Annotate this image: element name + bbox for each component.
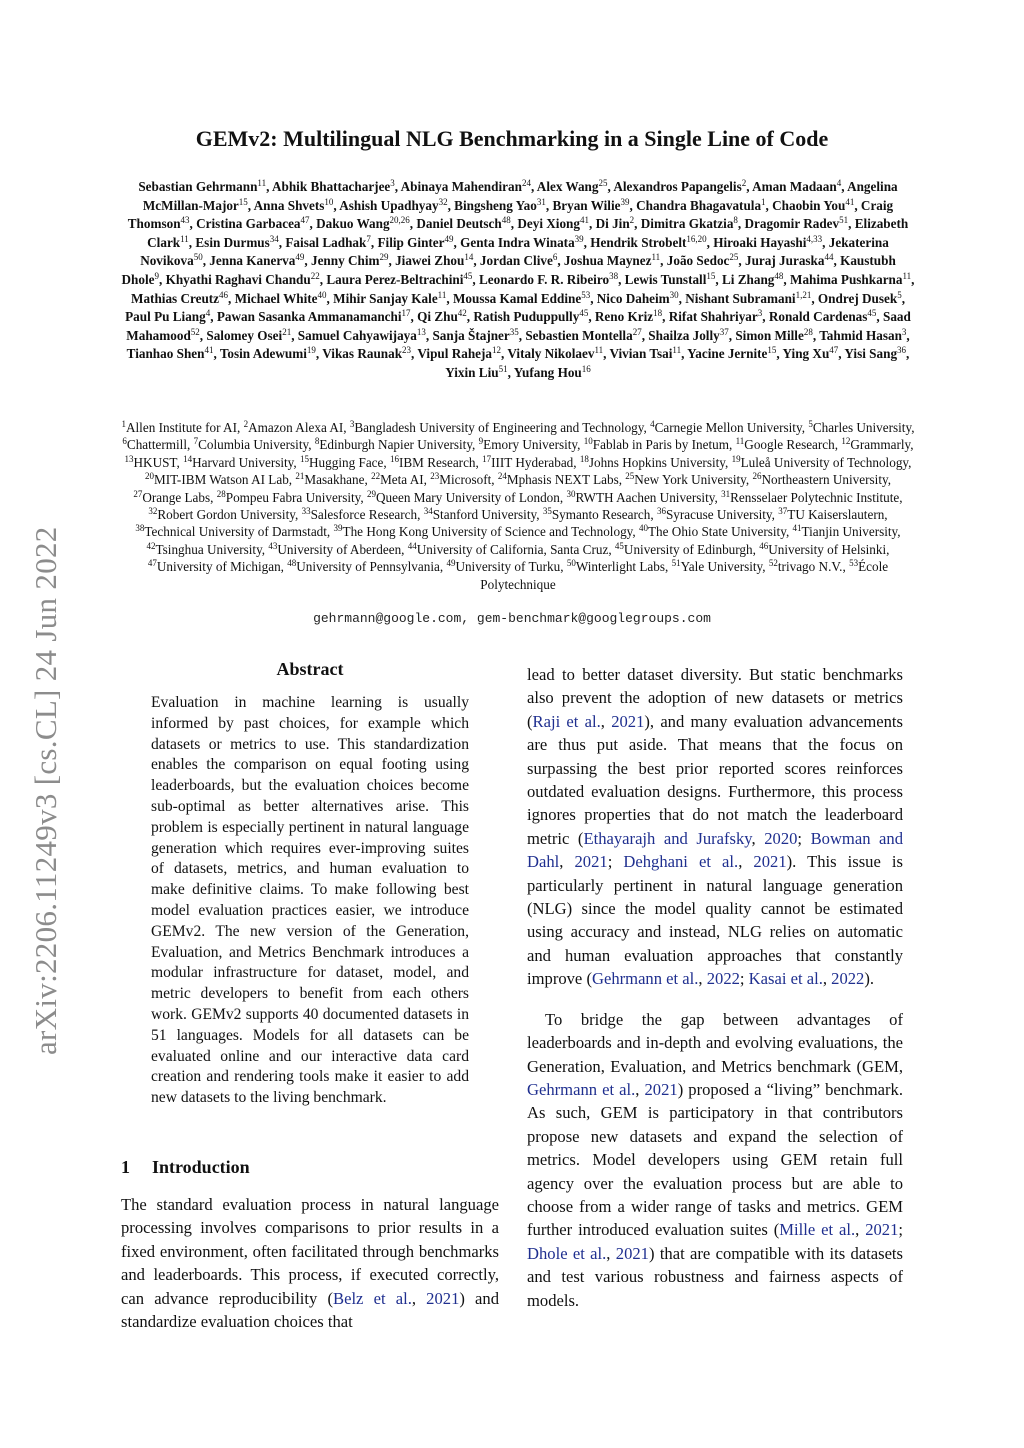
introduction-paragraph-1: The standard evaluation process in natural language processing involves comparisons to prior results in a fixed environment, often facilitated through benchmarks and leaderboards. This process, if executed correctly, can advance reproducibility (Belz et al., 2021) and standardize evaluation choices that bbox=[121, 1195, 500, 1332]
section-heading-introduction bbox=[121, 1157, 250, 1178]
arxiv-identifier: arXiv:2206.11249v3 [cs.CL] 24 Jun 2022 bbox=[28, 526, 63, 1055]
paper-title: GEMv2: Multilingual NLG Benchmarking in a Single Line of Code bbox=[195, 126, 829, 151]
introduction-paragraph-1-continued: lead to better dataset diversity. But static benchmarks also prevent the adoption of new datasets or metrics (Raji et al., 2021), and many evaluation advancements are thus put aside. That means that the focus on surpassing the best prior reported scores reinforces outdated evaluation designs. Furthermore, this process ignores properties that do not match the leaderboard metric (Ethayarajh and Jurafsky, 2020; Bowman and Dahl, 2021; Dehghani et al., 2021). This issue is particularly pertinent in natural language generation (NLG) since the model quality cannot be estimated using accuracy and instead, NLG relies on automatic and human evaluation approaches that constantly improve (Gehrmann et al., 2022; Kasai et al., 2022). bbox=[527, 665, 903, 989]
introduction-paragraph-2: To bridge the gap between advantages of leaderboards and in-depth and evolving evaluations, the Generation, Evaluation, and Metrics benchmark (GEM, Gehrmann et al., 2021) proposed a “living” benchmark. As such, GEM is participatory in that contributors propose new datasets and expand the selection of metrics. Model developers using GEM retain full agency over the evaluation process but are able to choose from a wider range of tasks and metrics. GEM further introduced evaluation suites (Mille et al., 2021; Dhole et al., 2021) that are compatible with its datasets and test various robustness and fairness aspects of models. bbox=[527, 1009, 904, 1310]
section-title: Introduction bbox=[152, 1157, 250, 1177]
right-column bbox=[527, 663, 903, 1312]
contact-emails: gehrmann@google.com, gem-benchmark@googlegroups.com bbox=[313, 611, 711, 626]
section-number: 1 bbox=[121, 1157, 130, 1177]
author-list: Sebastian Gehrmann$^{11}$, Abhik Bhattacharjee$^3$, Abinaya Mahendiran$^{24}$, Alex Wang$^{25}$, Alexandros Papangelis$^2$, Aman Madaan$^4$, Angelina McMillan-Major$^{15}$, Anna Shvets$^{10}$, Ashish Upadhyay$^{32}$, Bingsheng Yao$^{31}$, Bryan Wilie$^{39}$, Chandra Bhagavatula$^1$, Chaobin You$^{41}$, Craig Thomson$^{43}$, Cristina Garbacea$^{47}$, Dakuo Wang$^{20,26}$, Daniel Deutsch$^{48}$, Deyi Xiong$^{41}$, Di Jin$^2$, Dimitra Gkatzia$^8$, Dragomir Radev$^{51}$, Elizabeth Clark$^{11}$, Esin Durmus$^{34}$, Faisal Ladhak$^7$, Filip Ginter$^{49}$, Genta Indra Winata$^{39}$, Hendrik Strobelt$^{16,20}$, Hiroaki Hayashi$^{4,33}$, Jekaterina Novikova$^{50}$, Jenna Kanerva$^{49}$, Jenny Chim$^{29}$, Jiawei Zhou$^{14}$, Jordan Clive$^6$, Joshua Maynez$^{11}$, João Sedoc$^{25}$, Juraj Juraska$^{44}$, Kaustubh Dhole$^9$, Khyathi Raghavi Chandu$^{22}$, Laura Perez-Beltrachini$^{45}$, Leonardo F. R. Ribeiro$^{38}$, Lewis Tunstall$^{15}$, Li Zhang$^{48}$, Mahima Pushkarna$^{11}$, Mathias Creutz$^{46}$, Michael White$^{40}$, Mihir Sanjay Kale$^{11}$, Moussa Kamal Eddine$^{53}$, Nico Daheim$^{30}$, Nishant Subramani$^{1,21}$, Ondrej Dusek$^5$, Paul Pu Liang$^4$, Pawan Sasanka Ammanamanchi$^{17}$, Qi Zhu$^{42}$, Ratish Puduppully$^{45}$, Reno Kriz$^{18}$, Rifat Shahriyar$^3$, Ronald Cardenas$^{45}$, Saad Mahamood$^{52}$, Salomey Osei$^{21}$, Samuel Cahyawijaya$^{13}$, Sanja Štajner$^{35}$, Sebastien Montella$^{27}$, Shailza Jolly$^{37}$, Simon Mille$^{28}$, Tahmid Hasan$^3$, Tianhao Shen$^{41}$, Tosin Adewumi$^{19}$, Vikas Raunak$^{23}$, Vipul Raheja$^{12}$, Vitaly Nikolaev$^{11}$, Vivian Tsai$^{11}$, Yacine Jernite$^{15}$, Ying Xu$^{47}$, Yisi Sang$^{36}$, Yixin Liu$^{51}$, Yufang Hou$^{16}$ bbox=[121, 178, 915, 380]
affiliation-list: $^1$Allen Institute for AI, $^2$Amazon Alexa AI, $^3$Bangladesh University of Engineering and Technology, $^4$Carnegie Mellon University, $^5$Charles University, $^6$Chattermill, $^7$Columbia University, $^8$Edinburgh Napier University, $^9$Emory University, $^{10}$Fablab in Paris by Inetum, $^{11}$Google Research, $^{12}$Grammarly, $^{13}$HKUST, $^{14}$Harvard University, $^{15}$Hugging Face, $^{16}$IBM Research, $^{17}$IIIT Hyderabad, $^{18}$Johns Hopkins University, $^{19}$Luleå University of Technology, $^{20}$MIT-IBM Watson AI Lab, $^{21}$Masakhane, $^{22}$Meta AI, $^{23}$Microsoft, $^{24}$Mphasis NEXT Labs, $^{25}$New York University, $^{26}$Northeastern University, $^{27}$Orange Labs, $^{28}$Pompeu Fabra University, $^{29}$Queen Mary University of London, $^{30}$RWTH Aachen University, $^{31}$Rensselaer Polytechnic Institute, $^{32}$Robert Gordon University, $^{33}$Salesforce Research, $^{34}$Stanford University, $^{35}$Symanto Research, $^{36}$Syracuse University, $^{37}$TU Kaiserslautern, $^{38}$Technical University of Darmstadt, $^{39}$The Hong Kong University of Science and Technology, $^{40}$The Ohio State University, $^{41}$Tianjin University, $^{42}$Tsinghua University, $^{43}$University of Aberdeen, $^{44}$University of California, Santa Cruz, $^{45}$University of Edinburgh, $^{46}$University of Helsinki, $^{47}$University of Michigan, $^{48}$University of Pennsylvania, $^{49}$University of Turku, $^{50}$Winterlight Labs, $^{51}$Yale University, $^{52}$trivago N.V., $^{53}$École Polytechnique bbox=[121, 419, 915, 592]
abstract-text: Evaluation in machine learning is usually informed by past choices, for example which datasets or metrics to use. This standardization enables the comparison on equal footing using leaderboards, but the evaluation choices become sub-optimal as better alternatives arise. This problem is especially pertinent in natural language generation which requires ever-improving suites of datasets, metrics, and human evaluation to make definitive claims. To make following best model evaluation practices easier, we introduce GEMv2. The new version of the Generation, Evaluation, and Metrics Benchmark introduces a modular infrastructure for dataset, model, and metric developers to benefit from each others work. GEMv2 supports 40 documented datasets in 51 languages. Models for all datasets can be evaluated online and our interactive data card creation and rendering tools make it easier to add new datasets to the living benchmark. bbox=[151, 694, 469, 1107]
abstract-heading: Abstract bbox=[276, 659, 344, 679]
